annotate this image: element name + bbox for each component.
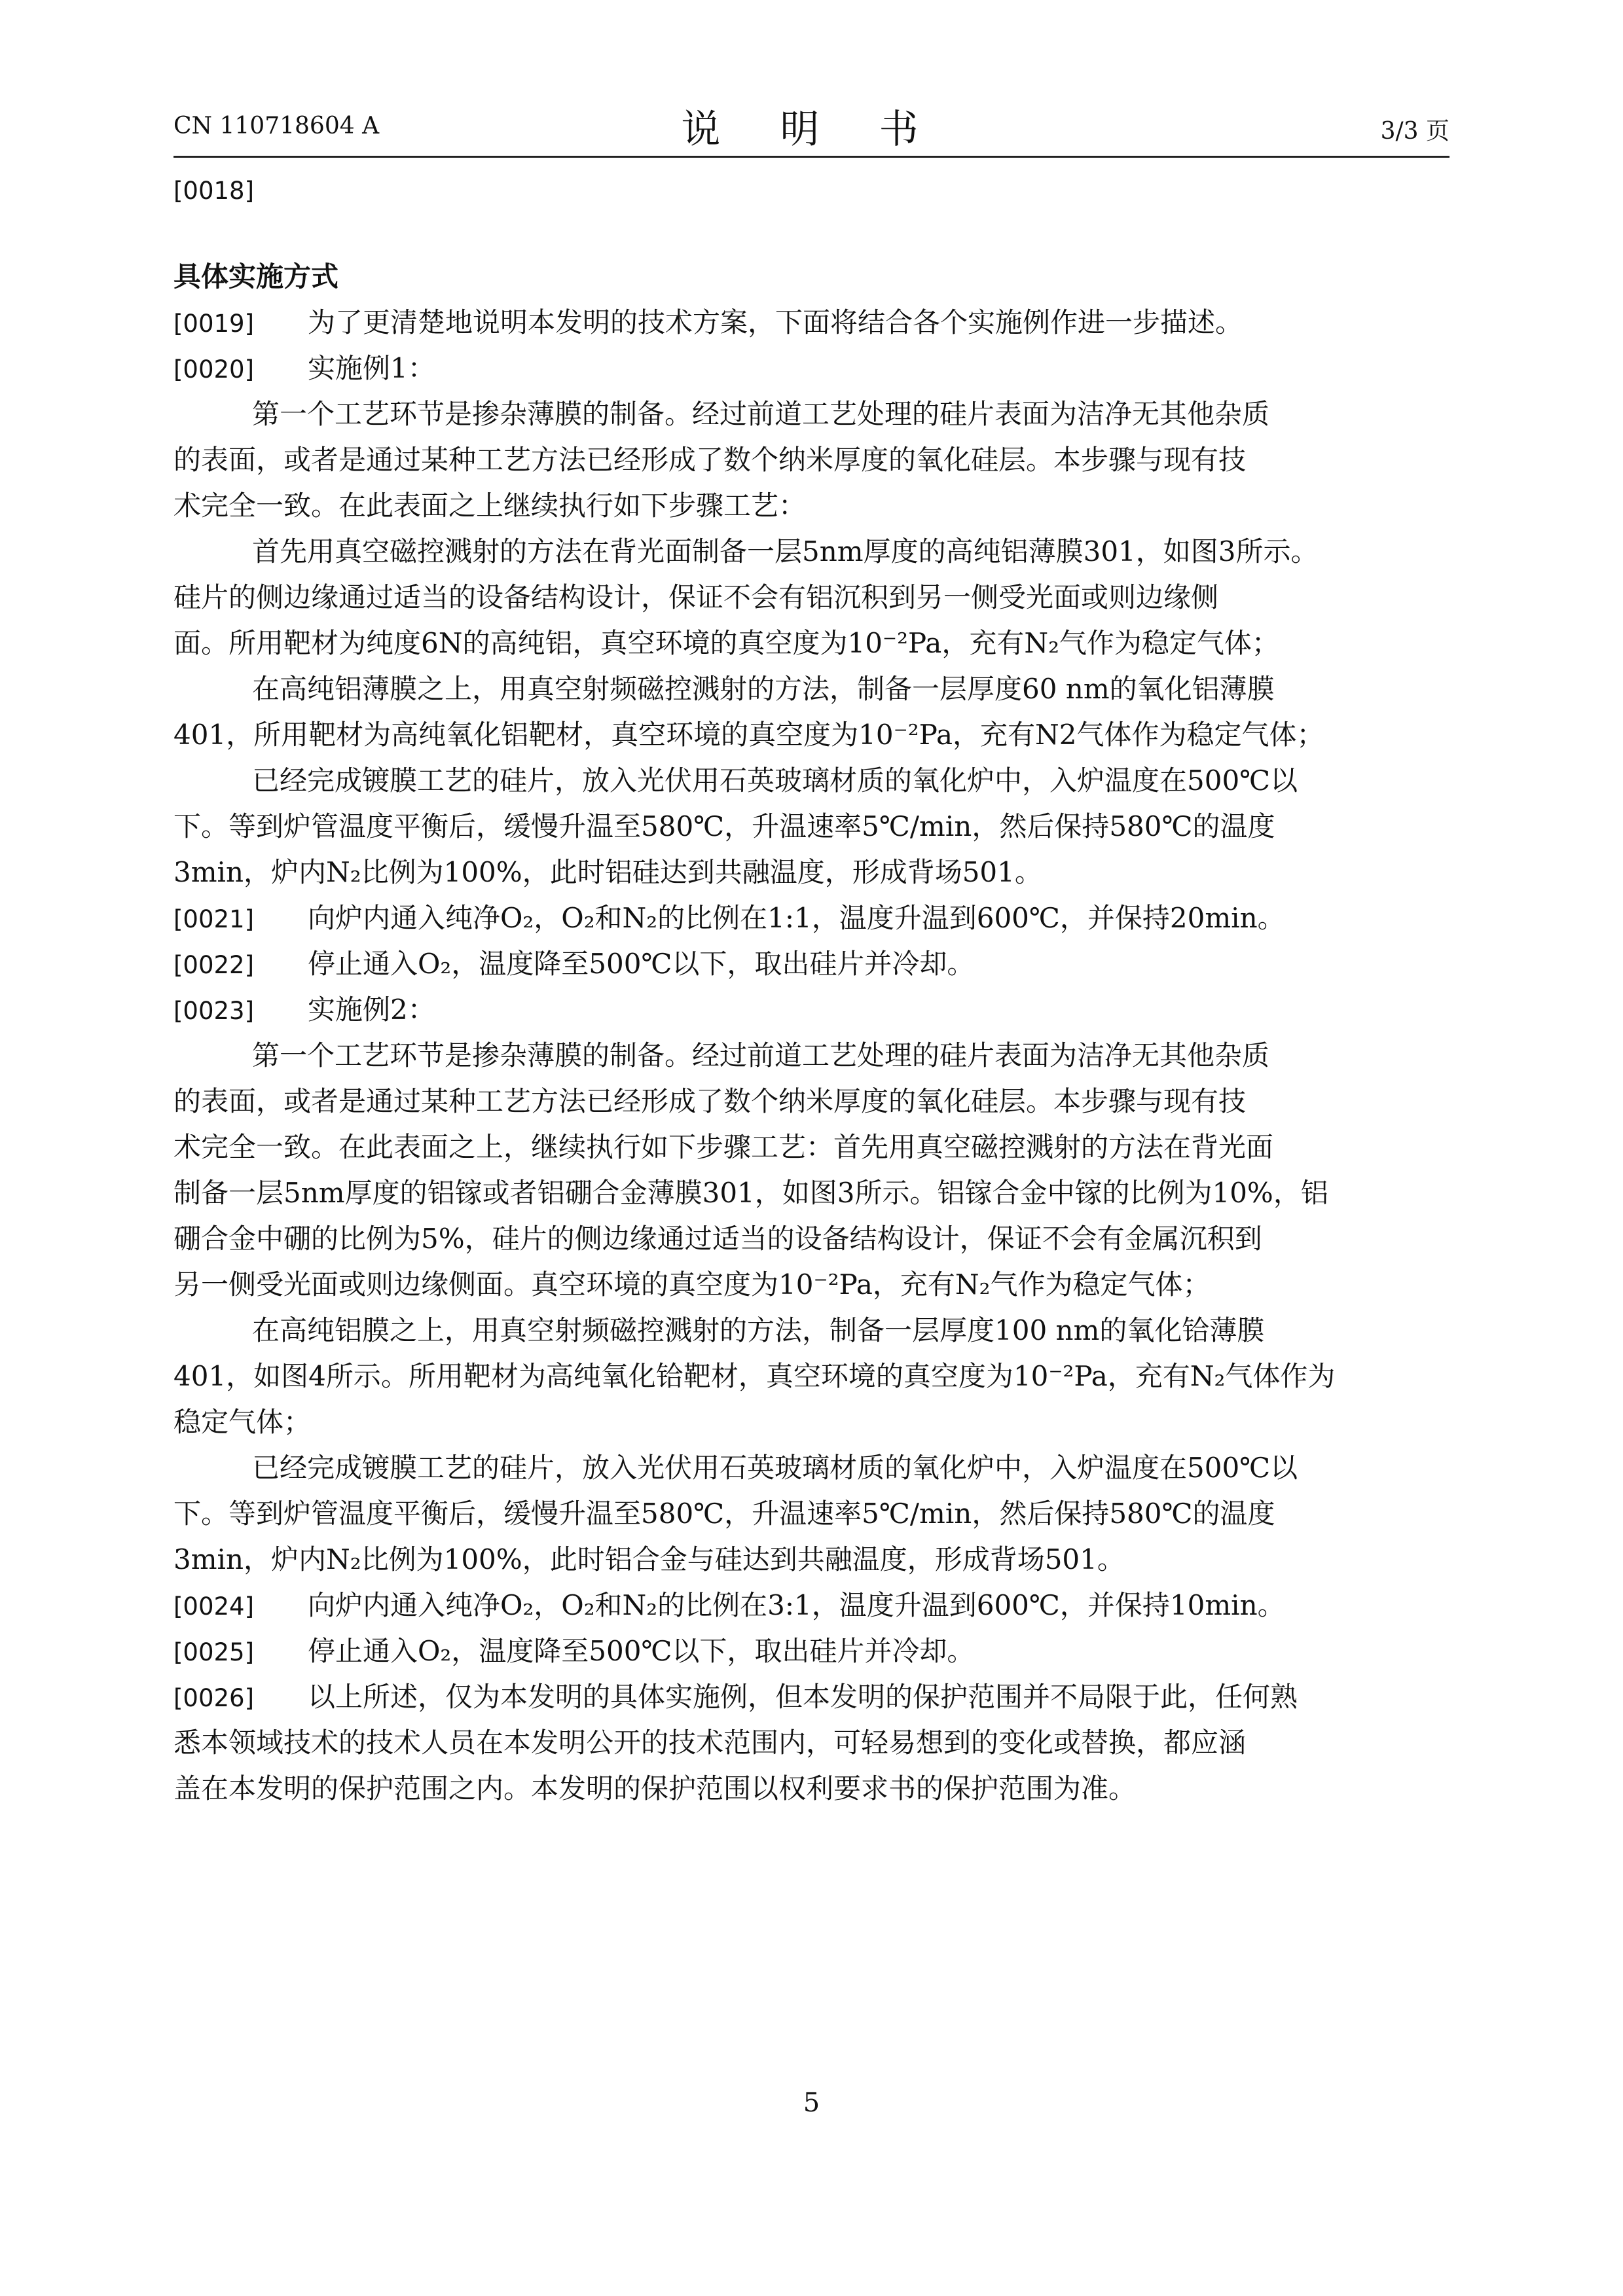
paragraph-line: 401，如图4所示。所用靶材为高纯氧化铪靶材，真空环境的真空度为10⁻²Pa，充有N₂气体作为: [173, 1360, 1336, 1392]
paragraph-text: 实施例2：: [308, 994, 435, 1026]
header-rule: [173, 156, 1450, 158]
paragraph-line: [173, 1674, 1450, 1720]
paragraph-line: 的表面，或者是通过某种工艺方法已经形成了数个纳米厚度的氧化硅层。本步骤与现有技: [173, 1085, 1247, 1117]
paragraph-line: 下。等到炉管温度平衡后，缓慢升温至580℃，升温速率5℃/min，然后保持580℃的温度: [173, 810, 1275, 842]
paragraph-line: [173, 300, 1450, 346]
paragraph-text: 为了更清楚地说明本发明的技术方案，下面将结合各个实施例作进一步描述。: [308, 306, 1243, 338]
page-number: 5: [803, 2088, 820, 2118]
section-heading: 具体实施方式: [173, 260, 339, 293]
paragraph-line: 已经完成镀膜工艺的硅片，放入光伏用石英玻璃材质的氧化炉中，入炉温度在500℃以: [252, 1452, 1298, 1484]
paragraph-text: 向炉内通入纯净O₂，O₂和N₂的比例在1:1，温度升温到600℃，并保持20min。: [308, 902, 1285, 934]
paragraph-number: [0025]: [173, 1638, 255, 1666]
paragraph-line: [173, 941, 1450, 987]
paragraph-line: [173, 1583, 1450, 1628]
paragraph-line: 已经完成镀膜工艺的硅片，放入光伏用石英玻璃材质的氧化炉中，入炉温度在500℃以: [252, 764, 1298, 797]
spacer: [173, 213, 1450, 254]
paragraph-line: 稳定气体；: [173, 1406, 312, 1438]
paragraph-line: [173, 987, 1450, 1033]
paragraph-line: [173, 1628, 1450, 1674]
paragraph-line: [173, 346, 1450, 391]
paragraph-line: 下。等到炉管温度平衡后，缓慢升温至580℃，升温速率5℃/min，然后保持580℃的温度: [173, 1498, 1275, 1530]
paragraph-line: 3min，炉内N₂比例为100%，此时铝硅达到共融温度，形成背场501。: [173, 856, 1042, 888]
paragraph-number: [0023]: [173, 997, 255, 1025]
page-header: [173, 98, 1450, 151]
paragraph-line: 硼合金中硼的比例为5%，硅片的侧边缘通过适当的设备结构设计，保证不会有金属沉积到: [173, 1223, 1262, 1255]
paragraph-line: 在高纯铝膜之上，用真空射频磁控溅射的方法，制备一层厚度100 nm的氧化铪薄膜: [252, 1314, 1265, 1346]
paragraph-line: [173, 895, 1450, 941]
paragraph-line: 的表面，或者是通过某种工艺方法已经形成了数个纳米厚度的氧化硅层。本步骤与现有技: [173, 444, 1247, 476]
paragraph-line: 第一个工艺环节是掺杂薄膜的制备。经过前道工艺处理的硅片表面为洁净无其他杂质: [252, 398, 1270, 430]
paragraph-line: 悉本领域技术的技术人员在本发明公开的技术范围内，可轻易想到的变化或替换，都应涵: [173, 1727, 1247, 1759]
paragraph-line: 术完全一致。在此表面之上，继续执行如下步骤工艺：首先用真空磁控溅射的方法在背光面: [173, 1131, 1274, 1163]
paragraph-line: 盖在本发明的保护范围之内。本发明的保护范围以权利要求书的保护范围为准。: [173, 1772, 1137, 1804]
paragraph-number: [0021]: [173, 905, 255, 933]
paragraph-line: 术完全一致。在此表面之上继续执行如下步骤工艺：: [173, 490, 807, 522]
paragraph-line: 3min，炉内N₂比例为100%，此时铝合金与硅达到共融温度，形成背场501。: [173, 1543, 1125, 1575]
paragraph-text: 停止通入O₂，温度降至500℃以下，取出硅片并冷却。: [308, 1635, 975, 1667]
paragraph-line: 在高纯铝薄膜之上，用真空射频磁控溅射的方法，制备一层厚度60 nm的氧化铝薄膜: [252, 673, 1275, 705]
paragraph-line: [173, 167, 1450, 213]
paragraph-line: 制备一层5nm厚度的铝镓或者铝硼合金薄膜301，如图3所示。铝镓合金中镓的比例为10%，铝: [173, 1177, 1328, 1209]
paragraph-text: 实施例1：: [308, 352, 435, 384]
paragraph-text: 向炉内通入纯净O₂，O₂和N₂的比例在3:1，温度升温到600℃，并保持10min。: [308, 1589, 1285, 1621]
paragraph-number: [0018]: [173, 177, 255, 205]
paragraph-number: [0026]: [173, 1684, 255, 1712]
paragraph-line: 第一个工艺环节是掺杂薄膜的制备。经过前道工艺处理的硅片表面为洁净无其他杂质: [252, 1039, 1270, 1071]
paragraph-text: 停止通入O₂，温度降至500℃以下，取出硅片并冷却。: [308, 948, 975, 980]
paragraph-line: 另一侧受光面或则边缘侧面。真空环境的真空度为10⁻²Pa，充有N₂气作为稳定气体；: [173, 1268, 1211, 1300]
doc-title: 说 明 书: [681, 107, 942, 152]
paragraph-number: [0019]: [173, 310, 255, 338]
paragraph-line: 首先用真空磁控溅射的方法在背光面制备一层5nm厚度的高纯铝薄膜301，如图3所示。: [252, 535, 1319, 567]
paragraph-line: 面。所用靶材为纯度6N的高纯铝，真空环境的真空度为10⁻²Pa，充有N₂气作为稳定气体；: [173, 627, 1279, 659]
paragraph-line: 401，所用靶材为高纯氧化铝靶材，真空环境的真空度为10⁻²Pa，充有N2气体作为稳定气体；: [173, 719, 1324, 751]
paragraph-number: [0022]: [173, 951, 255, 979]
doc-number: CN 110718604 A: [173, 113, 380, 139]
paragraph-line: 硅片的侧边缘通过适当的设备结构设计，保证不会有铝沉积到另一侧受光面或则边缘侧: [173, 581, 1219, 613]
paragraph-number: [0020]: [173, 355, 255, 384]
document-body: [173, 167, 1450, 1812]
page-info: 3/3 页: [1380, 118, 1450, 145]
paragraph-number: [0024]: [173, 1592, 255, 1621]
paragraph-text: 以上所述，仅为本发明的具体实施例，但本发明的保护范围并不局限于此，任何熟: [308, 1681, 1298, 1713]
